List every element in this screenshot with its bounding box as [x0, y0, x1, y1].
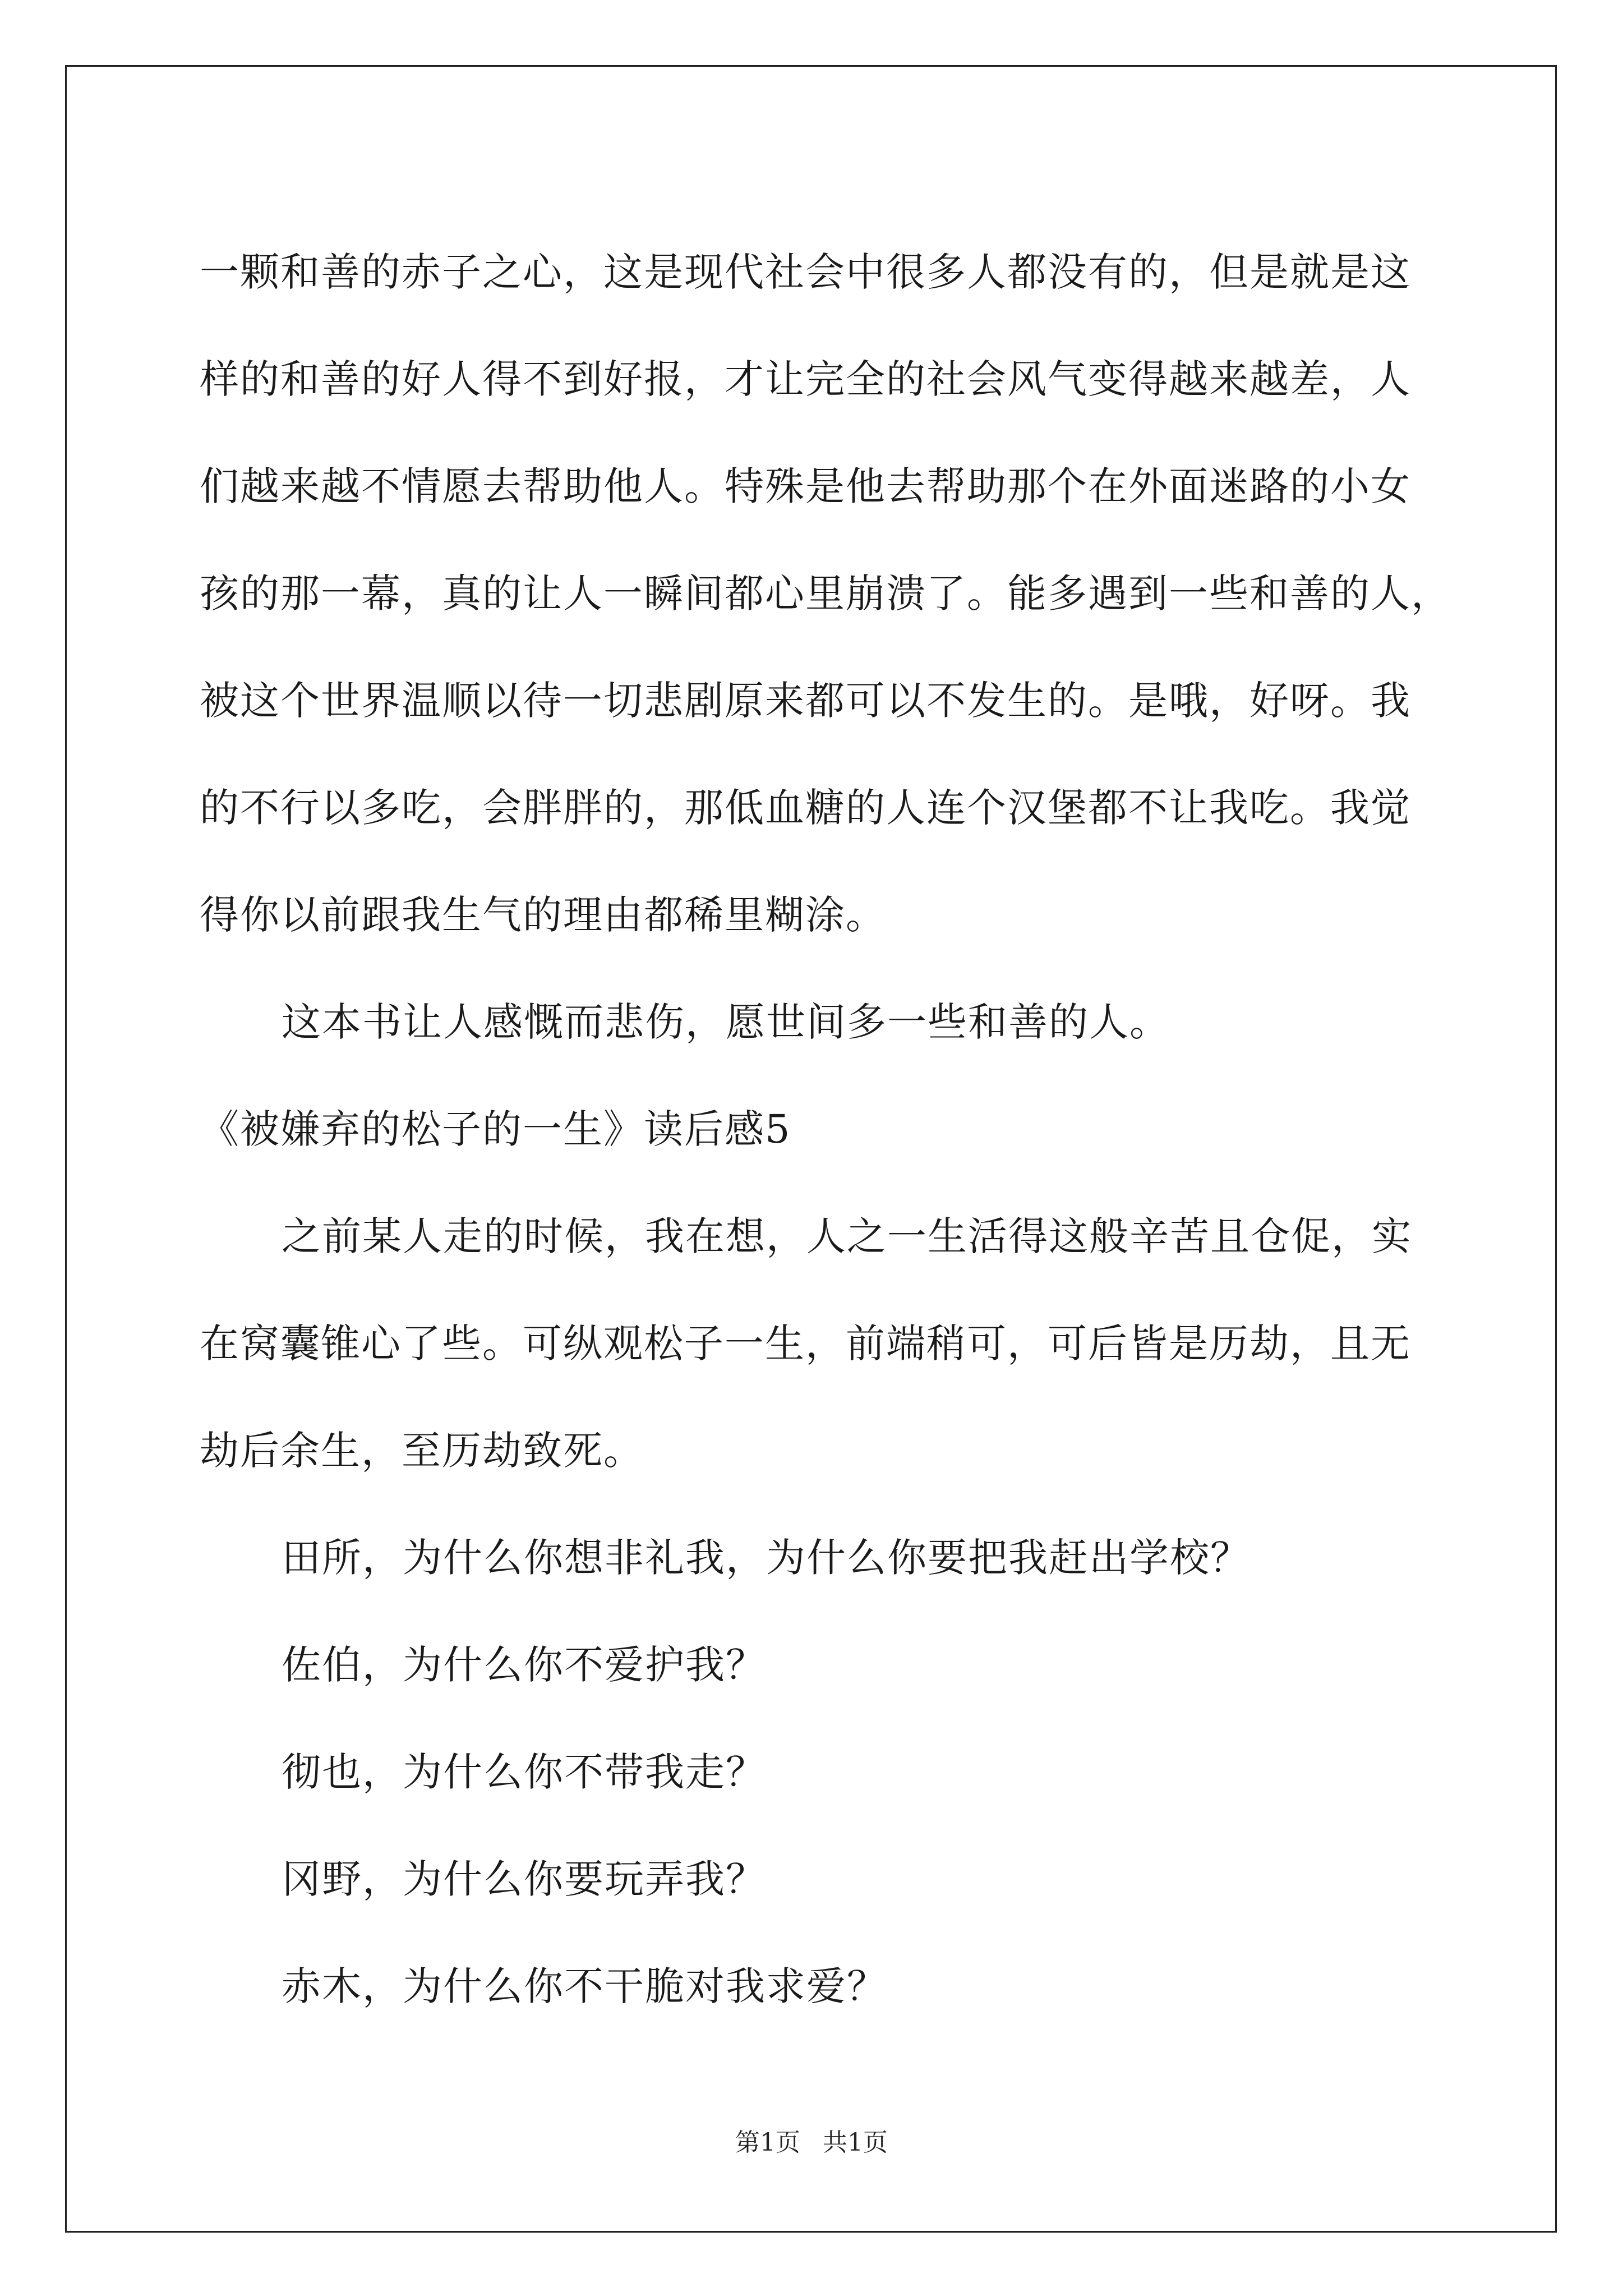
text-line-7: 得你以前跟我生气的理由都稀里糊涂。 — [200, 892, 886, 938]
text-line-12: 劫后余生，至历劫致死。 — [200, 1428, 644, 1474]
text-line-2: 样的和善的好人得不到好报，才让完全的社会风气变得越来越差，人 — [200, 356, 1411, 402]
text-line-3: 们越来越不情愿去帮助他人。特殊是他去帮助那个在外面迷路的小女 — [200, 463, 1411, 509]
section-heading: 《被嫌弃的松子的一生》读后感5 — [200, 1106, 791, 1152]
text-line-10: 之前某人走的时候，我在想，人之一生活得这般辛苦且仓促，实 — [282, 1213, 1412, 1259]
text-line-6: 的不行以多吃，会胖胖的，那低血糖的人连个汉堡都不让我吃。我觉 — [200, 785, 1411, 831]
page-footer — [0, 2126, 1623, 2160]
text-line-8: 这本书让人感慨而悲伤，愿世间多一些和善的人。 — [282, 999, 1170, 1045]
text-line-13: 田所，为什么你想非礼我，为什么你要把我赶出学校？ — [282, 1535, 1251, 1581]
page-current-label: 第1页 — [735, 2128, 800, 2157]
text-line-1: 一颗和善的赤子之心，这是现代社会中很多人都没有的，但是就是这 — [200, 249, 1411, 295]
text-line-5: 被这个世界温顺以待一切悲剧原来都可以不发生的。是哦，好呀。我 — [200, 678, 1411, 724]
text-line-11: 在窝囊锥心了些。可纵观松子一生，前端稍可，可后皆是历劫，且无 — [200, 1320, 1411, 1366]
text-line-14: 佐伯，为什么你不爱护我？ — [282, 1642, 766, 1688]
text-line-4: 孩的那一幕，真的让人一瞬间都心里崩溃了。能多遇到一些和善的人， — [200, 570, 1451, 616]
document-body — [200, 219, 1451, 2040]
text-line-16: 冈野，为什么你要玩弄我？ — [282, 1856, 766, 1902]
text-line-15: 彻也，为什么你不带我走？ — [282, 1749, 766, 1795]
page-total-label: 共1页 — [823, 2128, 888, 2157]
text-line-17: 赤木，为什么你不干脆对我求爱？ — [282, 1963, 887, 2009]
